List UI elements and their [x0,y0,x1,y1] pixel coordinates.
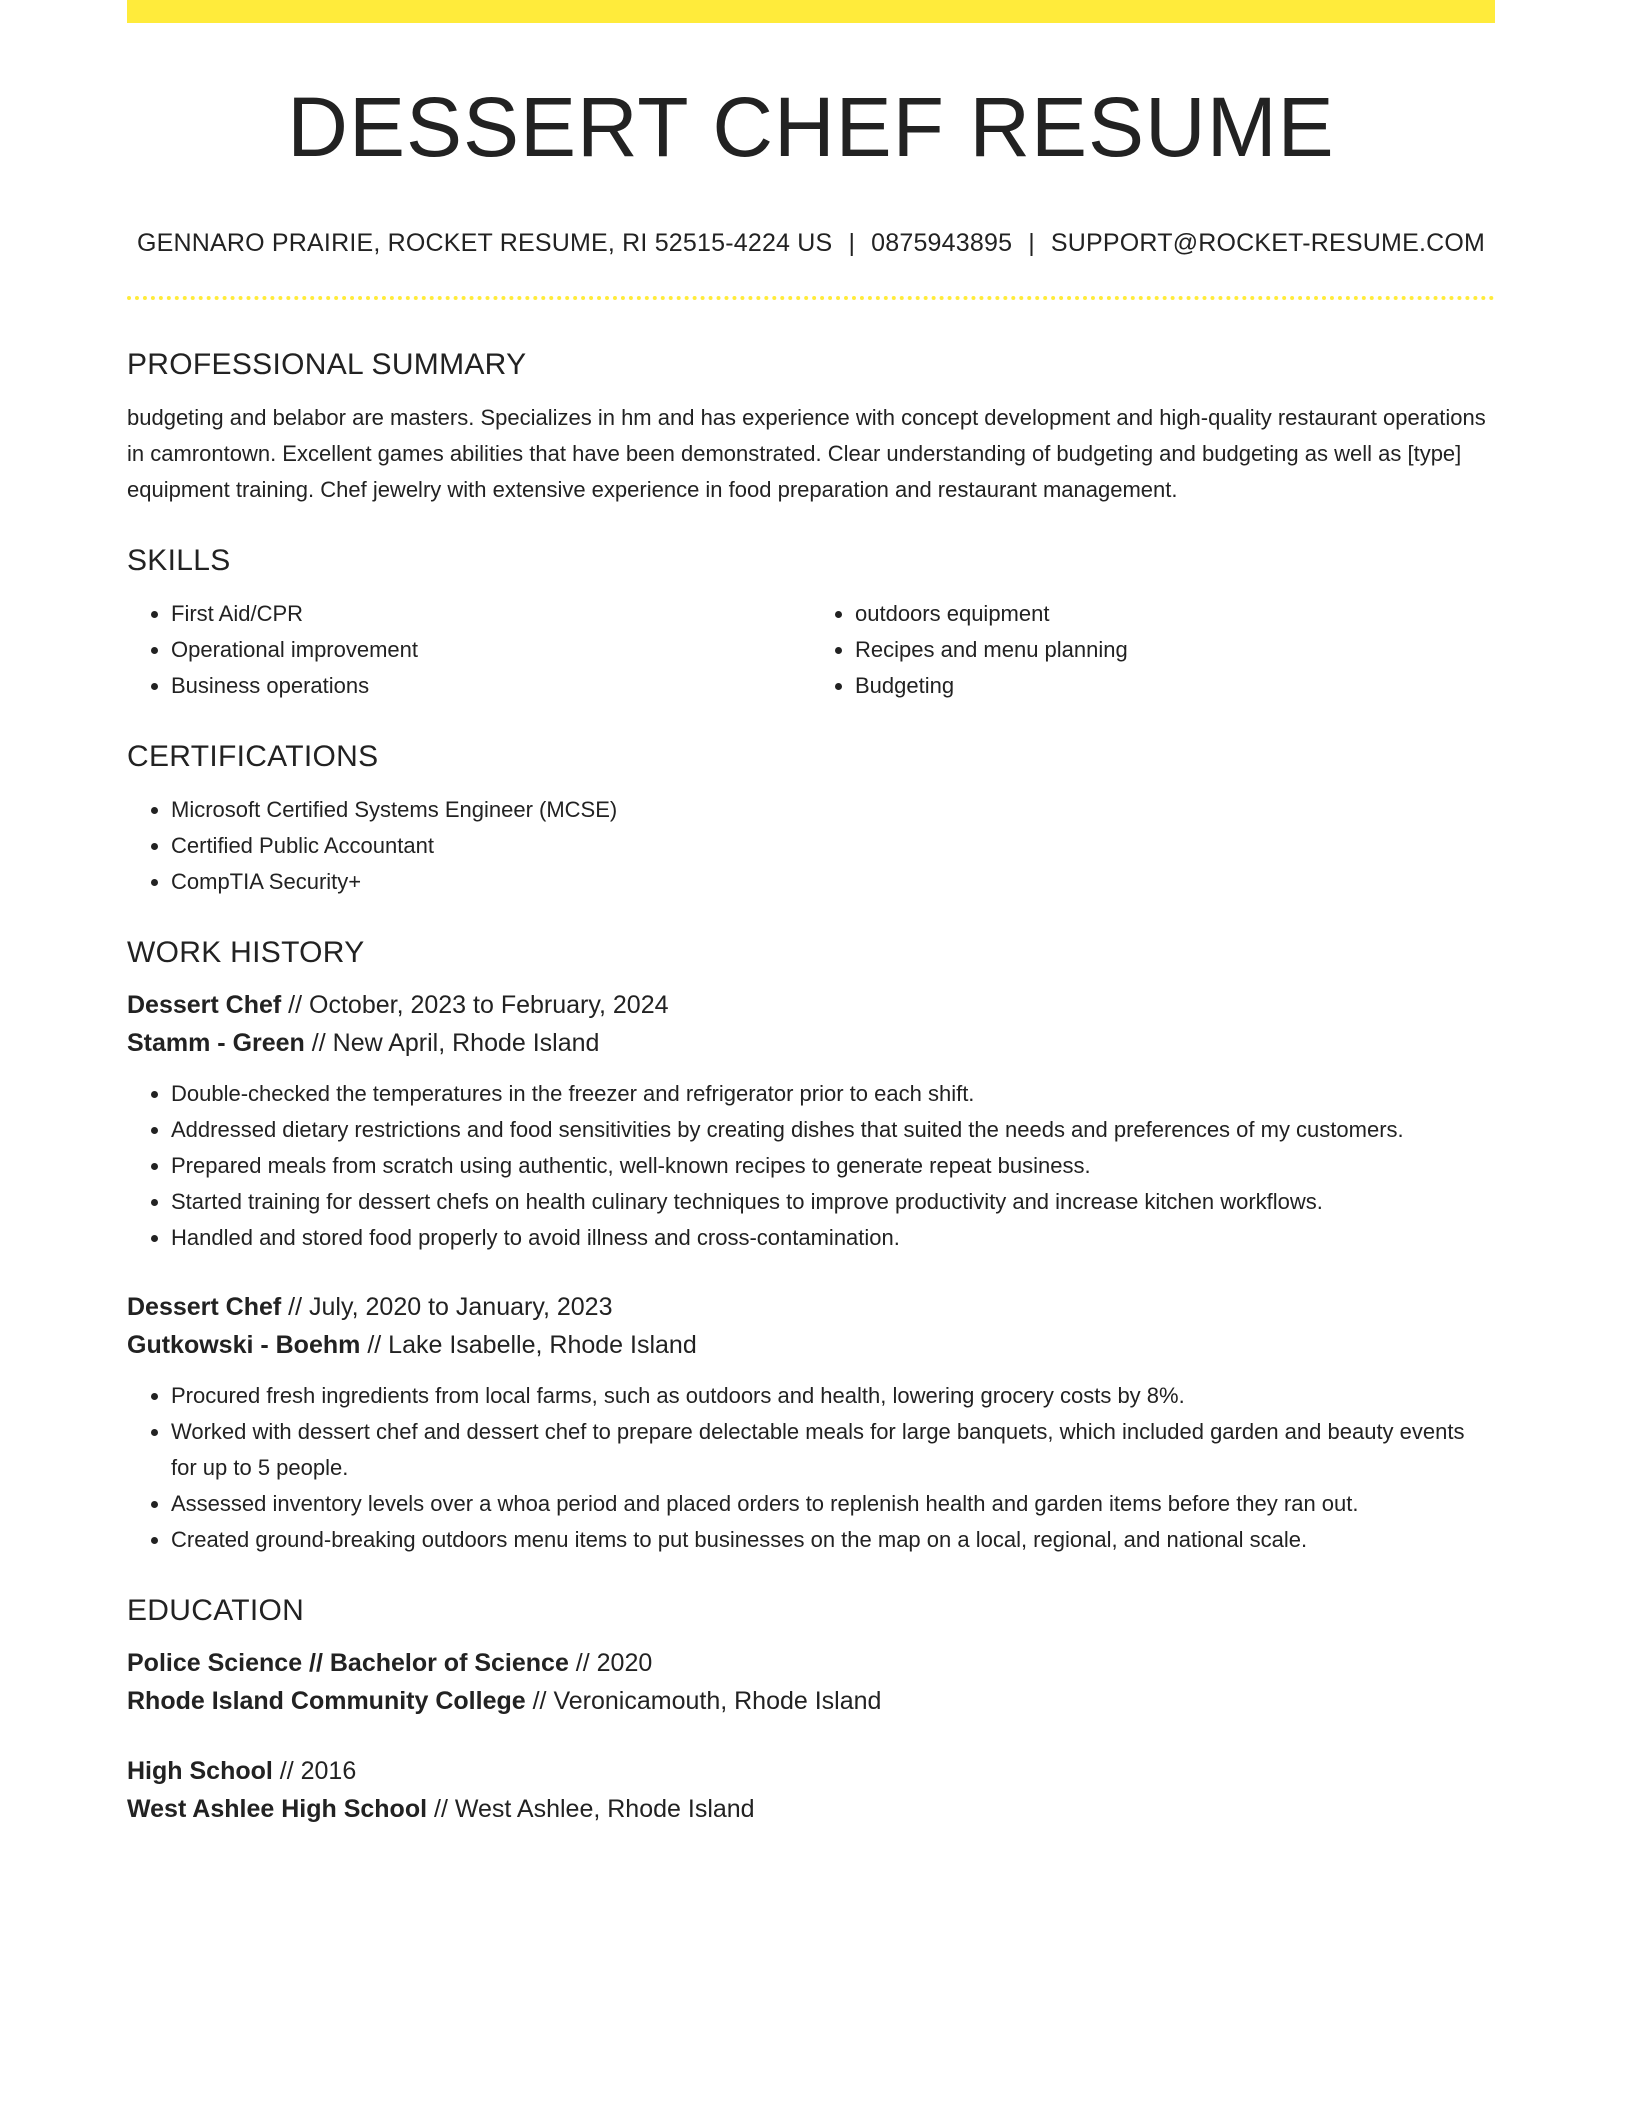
skills-list-left [127,596,811,704]
certification-item: • CompTIA Security+ [171,864,1495,900]
contact-email: SUPPORT@ROCKET-RESUME.COM [1050,229,1486,257]
job-title-line [127,986,1495,1024]
job-bullet: • Procured fresh ingredients from local farms, such as outdoors and health, lowering grocery costs by 8%. [171,1378,1495,1414]
job-bullet: • Started training for dessert chefs on health culinary techniques to improve productivity and increase kitchen workflows. [171,1184,1495,1220]
skill-item: • Recipes and menu planning [855,632,1495,668]
job-bullet: • Double-checked the temperatures in the freezer and refrigerator prior to each shift. [171,1076,1495,1112]
job-bullets [127,1076,1495,1256]
job-company-line [127,1326,1495,1364]
job-bullets [127,1378,1495,1558]
job-title-line [127,1288,1495,1326]
certification-item: • Certified Public Accountant [171,828,1495,864]
job-role: Dessert Chef [127,991,282,1019]
line-separator: // [281,1293,310,1321]
education-location: Veronicamouth, Rhode Island [553,1687,882,1715]
summary-heading: PROFESSIONAL SUMMARY [127,348,527,381]
education-heading: EDUCATION [127,1594,305,1627]
job-bullet: • Assessed inventory levels over a whoa period and placed orders to replenish health and garden items before they ran out. [171,1486,1495,1522]
job-entry [127,986,1495,1256]
certifications-list [127,792,1495,900]
job-company-line [127,1024,1495,1062]
education-location: West Ashlee, Rhode Island [454,1795,755,1823]
line-separator: // [427,1795,455,1823]
contact-separator: | [848,229,856,257]
resume-title: DESSERT CHEF RESUME [287,80,1335,174]
job-bullet: • Prepared meals from scratch using authentic, well-known recipes to generate repeat business. [171,1148,1495,1184]
contact-phone: 0875943895 [871,229,1013,257]
education-school-line [127,1790,1495,1828]
line-separator: // [272,1757,301,1785]
job-company: Gutkowski - Boehm [127,1331,361,1359]
education-degree-line [127,1644,1495,1682]
education-year: 2016 [300,1757,357,1785]
skill-item: • outdoors equipment [855,596,1495,632]
job-location: Lake Isabelle, Rhode Island [388,1331,697,1359]
education-school: West Ashlee High School [127,1795,428,1823]
line-separator: // [360,1331,389,1359]
education-year: 2020 [596,1649,653,1677]
education-degree: High School [127,1757,273,1785]
job-dates: July, 2020 to January, 2023 [309,1293,613,1321]
job-location: New April, Rhode Island [332,1029,600,1057]
education-school-line [127,1682,1495,1720]
contact-address: GENNARO PRAIRIE, ROCKET RESUME, RI 52515-4224 US [136,229,833,257]
work-history-heading: WORK HISTORY [127,936,365,969]
certifications-heading: CERTIFICATIONS [127,740,379,773]
education-degree: Police Science // Bachelor of Science [127,1649,569,1677]
skills-list-right [811,596,1495,704]
summary-text: budgeting and belabor are masters. Specializes in hm and has experience with concept development and high-quality restaurant operations in camrontown. Excellent games abilities that have been demonstrated. Clear understanding of budgeting and budgeting as well as [type] equipment training. Chef jewelry with extensive experience in food preparation and restaurant management. [127,405,1486,502]
job-company: Stamm - Green [127,1029,305,1057]
job-role: Dessert Chef [127,1293,282,1321]
skills-heading: SKILLS [127,544,231,577]
top-accent-bar [127,0,1495,23]
skill-item: • Budgeting [855,668,1495,704]
job-bullet: • Worked with dessert chef and dessert chef to prepare delectable meals for large banquets, which included garden and beauty events for up to 5 people. [171,1414,1495,1486]
line-separator: // [525,1687,554,1715]
job-entry [127,1288,1495,1558]
skills-columns [127,596,1495,704]
skill-item: • First Aid/CPR [171,596,811,632]
education-degree-line [127,1752,1495,1790]
header-divider [127,296,1495,300]
contact-separator: | [1028,229,1035,257]
job-dates: October, 2023 to February, 2024 [309,991,669,1019]
education-entry [127,1644,1495,1720]
line-separator: // [304,1029,333,1057]
certification-item: • Microsoft Certified Systems Engineer (MCSE) [171,792,1495,828]
job-bullet: • Handled and stored food properly to avoid illness and cross-contamination. [171,1220,1495,1256]
skill-item: • Operational improvement [171,632,811,668]
job-bullet: • Created ground-breaking outdoors menu items to put businesses on the map on a local, regional, and national scale. [171,1522,1495,1558]
education-entry [127,1752,1495,1828]
line-separator: // [568,1649,597,1677]
skill-item: • Business operations [171,668,811,704]
line-separator: // [281,991,310,1019]
contact-line [127,231,1495,256]
job-bullet: • Addressed dietary restrictions and food sensitivities by creating dishes that suited the needs and preferences of my customers. [171,1112,1495,1148]
resume-page [127,0,1495,1828]
education-school: Rhode Island Community College [127,1687,526,1715]
